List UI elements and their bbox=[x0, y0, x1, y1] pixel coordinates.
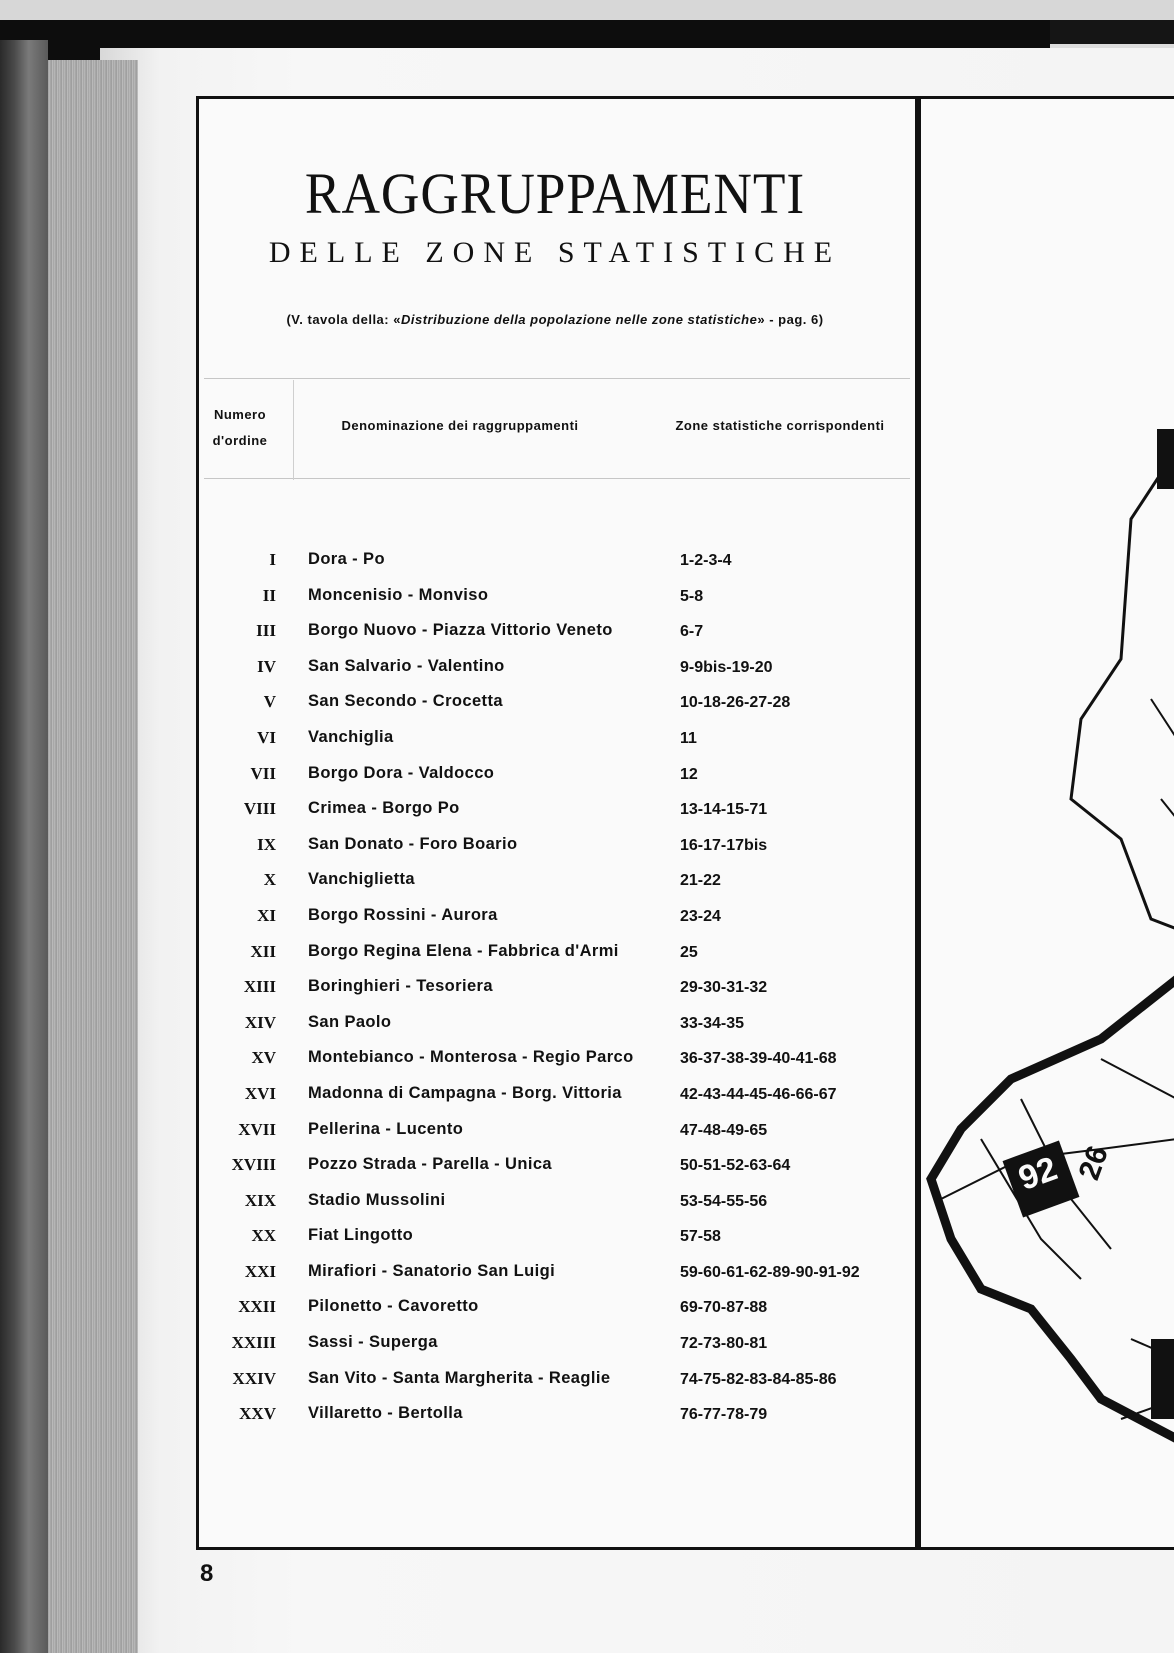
header-zones: Zone statistiche corrispondenti bbox=[675, 418, 885, 433]
row-zones: 72-73-80-81 bbox=[680, 1335, 768, 1353]
row-zones: 42-43-44-45-46-66-67 bbox=[680, 1085, 837, 1103]
map-boundary-lower bbox=[931, 979, 1174, 1439]
row-denomination: Montebianco - Monterosa - Regio Parco bbox=[308, 1048, 634, 1067]
table-row bbox=[204, 1187, 910, 1223]
row-denomination: Borgo Rossini - Aurora bbox=[308, 905, 498, 924]
reference-title: Distribuzione della popolazione nelle zone statistiche bbox=[400, 312, 758, 327]
row-number: XXII bbox=[238, 1297, 276, 1317]
row-zones: 76-77-78-79 bbox=[680, 1406, 768, 1424]
header-bottom-rule bbox=[204, 478, 910, 479]
row-denomination: Dora - Po bbox=[308, 550, 385, 568]
header-column-divider bbox=[293, 380, 294, 480]
header-number-line1: Numero bbox=[213, 407, 267, 422]
table-row bbox=[204, 1044, 910, 1080]
row-zones: 59-60-61-62-89-90-91-92 bbox=[680, 1263, 860, 1281]
row-number: XX bbox=[251, 1226, 276, 1246]
row-number: VIII bbox=[243, 799, 276, 819]
row-zones: 53-54-55-56 bbox=[680, 1192, 768, 1210]
row-number: I bbox=[269, 550, 276, 569]
row-denomination: Borgo Dora - Valdocco bbox=[308, 763, 495, 782]
map-edge-block-1 bbox=[1157, 429, 1174, 489]
row-number: XIII bbox=[243, 977, 276, 997]
row-number: XXIII bbox=[231, 1333, 276, 1353]
row-denomination: San Salvario - Valentino bbox=[308, 656, 505, 675]
page-subtitle: DELLE ZONE STATISTICHE bbox=[268, 236, 842, 269]
header-number-line2: d'ordine bbox=[212, 433, 268, 448]
row-number: V bbox=[263, 692, 276, 712]
table-row bbox=[204, 1009, 910, 1045]
row-zones: 6-7 bbox=[680, 623, 704, 641]
city-map bbox=[921, 99, 1174, 1547]
map-street-4 bbox=[1101, 1059, 1174, 1099]
row-zones: 21-22 bbox=[680, 872, 721, 890]
row-zones: 36-37-38-39-40-41-68 bbox=[680, 1050, 837, 1068]
row-number: XXV bbox=[239, 1404, 276, 1424]
row-denomination: San Paolo bbox=[308, 1012, 392, 1031]
row-zones: 11 bbox=[680, 729, 697, 747]
row-denomination: San Vito - Santa Margherita - Reaglie bbox=[308, 1368, 611, 1387]
map-edge-block-2 bbox=[1151, 1339, 1174, 1419]
table-row bbox=[204, 1258, 910, 1294]
map-zone-label-92: 92 bbox=[1013, 1149, 1063, 1199]
table-row bbox=[204, 1365, 910, 1401]
table-row bbox=[204, 902, 910, 938]
table-row bbox=[204, 1151, 910, 1187]
row-number: XXI bbox=[244, 1261, 276, 1281]
row-denomination: Moncenisio - Monviso bbox=[308, 585, 489, 604]
table-row bbox=[204, 1293, 910, 1329]
table-row bbox=[204, 760, 910, 796]
table-row bbox=[204, 1116, 910, 1152]
row-zones: 25 bbox=[680, 943, 698, 961]
table-row bbox=[204, 973, 910, 1009]
row-denomination: Vanchiglia bbox=[308, 727, 394, 746]
table-row bbox=[204, 1080, 910, 1116]
row-zones: 9-9bis-19-20 bbox=[680, 658, 773, 676]
row-number: XVII bbox=[238, 1119, 276, 1139]
row-number: IX bbox=[257, 834, 276, 854]
row-number: XIV bbox=[244, 1012, 276, 1032]
row-denomination: Fiat Lingotto bbox=[308, 1226, 414, 1245]
row-zones: 57-58 bbox=[680, 1228, 721, 1246]
binding-shadow-right bbox=[1050, 20, 1174, 44]
row-zones: 47-48-49-65 bbox=[680, 1121, 768, 1139]
row-number: VI bbox=[257, 727, 276, 747]
row-number: XXIV bbox=[232, 1368, 276, 1388]
table-row bbox=[204, 866, 910, 902]
row-zones: 13-14-15-71 bbox=[680, 801, 768, 819]
map-panel bbox=[918, 96, 1174, 1550]
row-denomination: Pilonetto - Cavoretto bbox=[308, 1297, 479, 1316]
row-denomination: Pellerina - Lucento bbox=[308, 1119, 464, 1138]
row-zones: 1-2-3-4 bbox=[680, 552, 732, 569]
header-number bbox=[204, 402, 276, 454]
row-number: III bbox=[256, 621, 276, 641]
reference-prefix: (V. tavola della: « bbox=[286, 312, 401, 327]
row-number: XIX bbox=[244, 1190, 276, 1210]
table-row bbox=[204, 795, 910, 831]
table-row bbox=[204, 617, 910, 653]
reference-note bbox=[200, 312, 910, 327]
row-denomination: Borgo Regina Elena - Fabbrica d'Armi bbox=[308, 941, 619, 960]
table-row bbox=[204, 1222, 910, 1258]
row-zones: 16-17-17bis bbox=[680, 836, 768, 854]
row-zones: 23-24 bbox=[680, 907, 721, 925]
row-denomination: Vanchiglietta bbox=[308, 870, 415, 889]
row-zones: 74-75-82-83-84-85-86 bbox=[680, 1370, 837, 1388]
stacked-page-edges bbox=[48, 60, 138, 1653]
row-denomination: Crimea - Borgo Po bbox=[308, 799, 460, 818]
row-denomination: San Donato - Foro Boario bbox=[308, 834, 518, 853]
table-row bbox=[204, 1329, 910, 1365]
row-zones: 33-34-35 bbox=[680, 1014, 745, 1032]
row-zones: 12 bbox=[680, 765, 698, 783]
header-denomination: Denominazione dei raggruppamenti bbox=[341, 418, 579, 433]
reference-suffix: » - pag. 6) bbox=[757, 312, 824, 327]
table-row bbox=[204, 546, 910, 582]
header-top-rule bbox=[204, 378, 910, 379]
row-denomination: Stadio Mussolini bbox=[308, 1190, 446, 1209]
map-zone-label-26: 26 bbox=[1072, 1141, 1115, 1185]
row-number: IV bbox=[257, 656, 276, 676]
row-number: XVI bbox=[244, 1083, 276, 1103]
table-row bbox=[204, 653, 910, 689]
row-denomination: Villaretto - Bertolla bbox=[308, 1404, 463, 1423]
table-row bbox=[204, 724, 910, 760]
row-denomination: Pozzo Strada - Parella - Unica bbox=[308, 1155, 552, 1174]
row-zones: 69-70-87-88 bbox=[680, 1299, 768, 1317]
page-number: 8 bbox=[200, 1560, 214, 1587]
row-denomination: San Secondo - Crocetta bbox=[308, 692, 503, 711]
row-number: XII bbox=[250, 941, 276, 961]
book-spine bbox=[0, 40, 48, 1653]
row-denomination: Mirafiori - Sanatorio San Luigi bbox=[308, 1261, 556, 1280]
row-number: XI bbox=[257, 905, 276, 925]
table-row bbox=[204, 831, 910, 867]
row-zones: 29-30-31-32 bbox=[680, 979, 768, 997]
row-number: XV bbox=[251, 1048, 276, 1068]
row-number: VII bbox=[250, 763, 276, 783]
table-row bbox=[204, 938, 910, 974]
row-denomination: Sassi - Superga bbox=[308, 1333, 438, 1352]
row-denomination: Madonna di Campagna - Borg. Vittoria bbox=[308, 1083, 622, 1102]
table-row bbox=[204, 688, 910, 724]
row-zones: 50-51-52-63-64 bbox=[680, 1157, 791, 1175]
row-zones: 5-8 bbox=[680, 587, 704, 605]
row-number: X bbox=[263, 870, 276, 890]
page-title: RAGGRUPPAMENTI bbox=[304, 161, 806, 226]
scan-background bbox=[0, 0, 1174, 20]
map-street-5 bbox=[1151, 699, 1174, 819]
row-denomination: Boringhieri - Tesoriera bbox=[308, 977, 493, 996]
row-zones: 10-18-26-27-28 bbox=[680, 694, 791, 712]
map-boundary-upper bbox=[1071, 449, 1174, 929]
table-row bbox=[204, 1400, 910, 1436]
groupings-table bbox=[204, 546, 910, 1436]
row-number: XVIII bbox=[231, 1155, 276, 1175]
table-row bbox=[204, 582, 910, 618]
row-number: II bbox=[262, 585, 276, 605]
row-denomination: Borgo Nuovo - Piazza Vittorio Veneto bbox=[308, 621, 613, 640]
